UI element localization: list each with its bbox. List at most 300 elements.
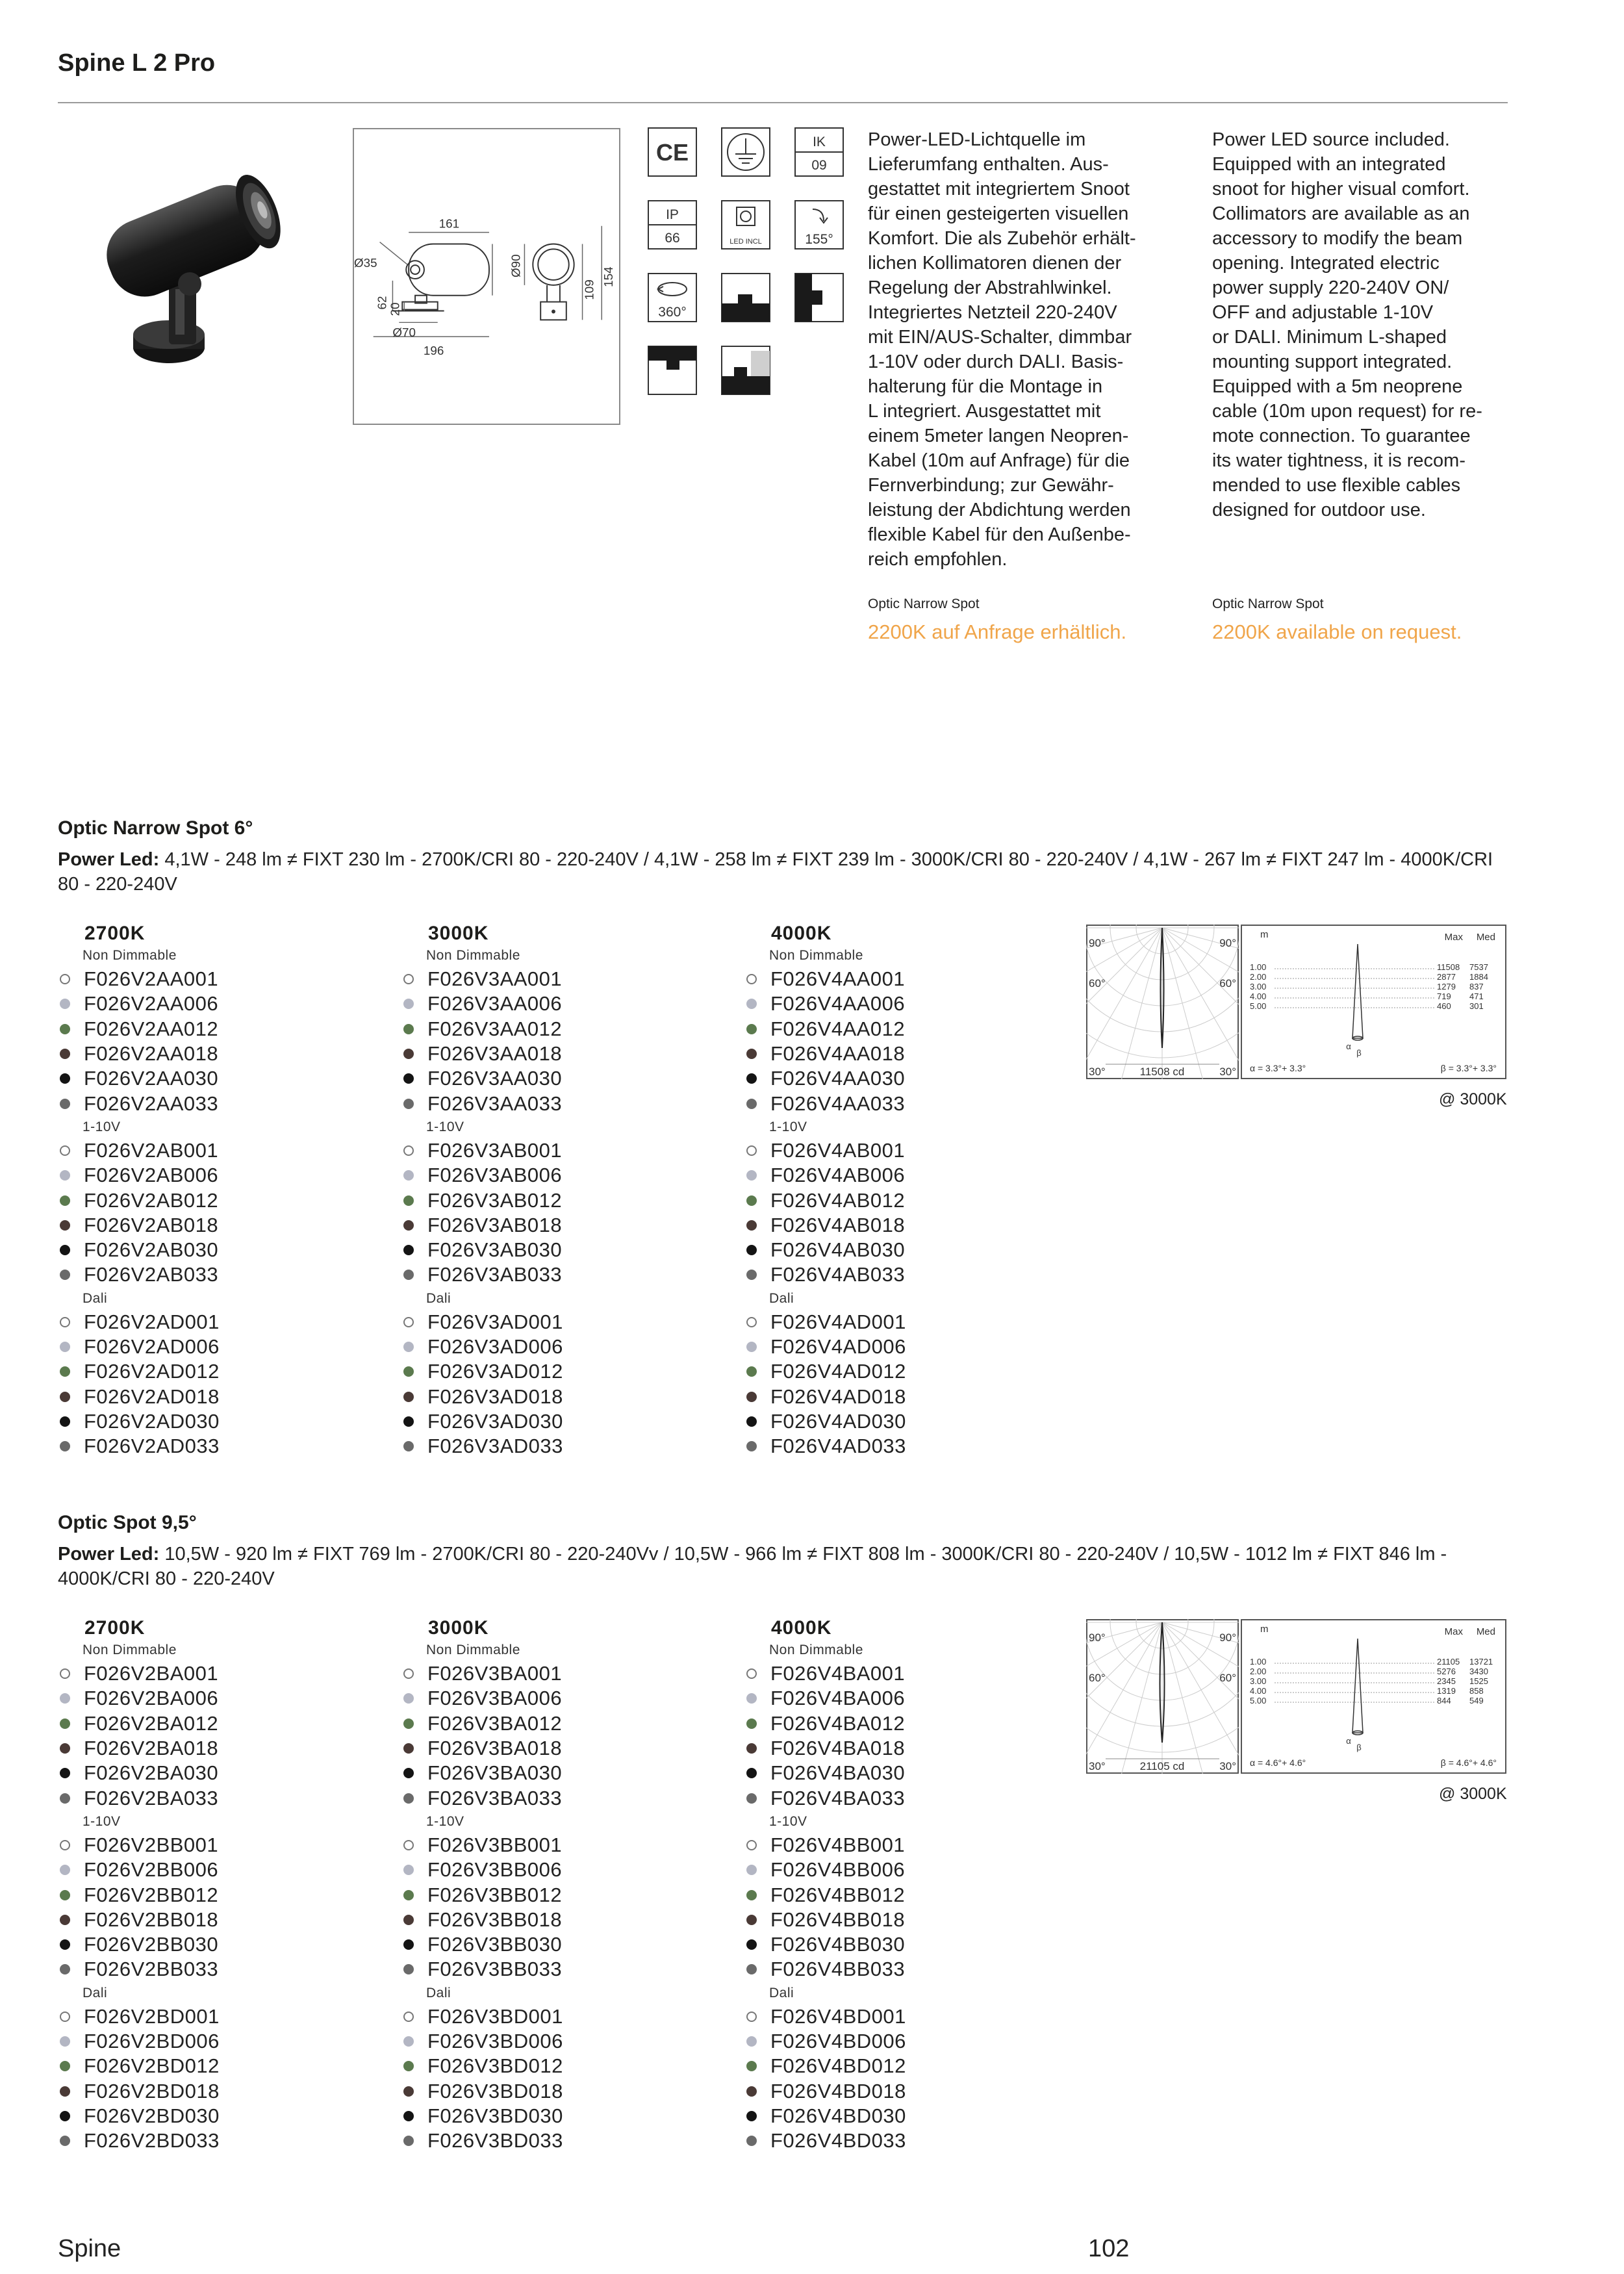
product-code: F026V4AA018 [770, 1042, 906, 1066]
finish-color-dot [403, 1049, 414, 1059]
product-code: F026V4AD030 [770, 1409, 906, 1433]
finish-color-dot [60, 1915, 70, 1925]
product-code-row [744, 1066, 1056, 1091]
dimming-group-label: Non Dimmable [82, 1642, 177, 1657]
product-code: F026V3BB030 [427, 1933, 563, 1956]
finish-color-dot [60, 1099, 70, 1109]
product-code: F026V2BD033 [84, 2129, 220, 2153]
finish-color-dot [60, 1718, 70, 1729]
max-lux-value: 719 [1437, 991, 1451, 1001]
distance-value: 3.00 [1250, 1676, 1267, 1686]
product-code-row [58, 967, 370, 991]
product-code: F026V2AD030 [84, 1409, 220, 1433]
finish-color-dot [60, 1073, 70, 1084]
finish-color-dot [403, 1073, 414, 1084]
table-header-m: m [1260, 929, 1269, 940]
power-led-text: 10,5W - 920 lm ≠ FIXT 769 lm - 2700K/CRI 80 - 220-240Vv / 10,5W - 966 lm ≠ FIXT 808 lm - 3000K/CRI 80 - 220-240V / 10,5W - 1012 lm ≠ FIXT 846 lm - 4000K/CRI 80 - 220-240V [58, 1544, 1447, 1589]
color-temp-heading: 4000K [771, 1617, 832, 1639]
product-code-row [401, 2128, 713, 2153]
finish-color-dot [403, 1245, 414, 1255]
product-code-row [401, 2054, 713, 2078]
finish-color-dot [60, 1145, 70, 1156]
product-code-row [744, 1761, 1056, 1785]
product-code-row [58, 1238, 370, 1262]
finish-color-dot [746, 2111, 757, 2121]
finish-color-dot [403, 1743, 414, 1754]
product-code-row [58, 2104, 370, 2128]
power-led-text: 4,1W - 248 lm ≠ FIXT 230 lm - 2700K/CRI 80 - 220-240V / 4,1W - 258 lm ≠ FIXT 239 lm - 3000K/CRI 80 - 220-240V / 4,1W - 267 lm ≠ FIXT 247 lm - 4000K/CRI 80 - 220-240V [58, 849, 1493, 895]
product-code-row [401, 1434, 713, 1459]
distance-value: 4.00 [1250, 991, 1267, 1001]
product-code: F026V2BA018 [84, 1737, 219, 1760]
dimming-group-label: 1-10V [426, 1813, 464, 1829]
product-code-row [58, 1932, 370, 1957]
finish-color-dot [746, 1668, 757, 1679]
table-header-med: Med [1476, 1626, 1495, 1637]
certification-icons [647, 127, 848, 400]
finish-color-dot [746, 1964, 757, 1974]
product-code-row [58, 1858, 370, 1882]
page-number: 102 [1088, 2235, 1130, 2262]
product-code-row [744, 2104, 1056, 2128]
med-lux-value: 1525 [1469, 1676, 1488, 1686]
product-code-row [401, 1858, 713, 1882]
product-code: F026V4AB030 [770, 1238, 906, 1262]
product-code-row [401, 1213, 713, 1238]
product-code-row [401, 1262, 713, 1287]
product-code: F026V2AB006 [84, 1164, 219, 1187]
product-code: F026V4BB001 [770, 1833, 906, 1856]
product-code: F026V4AB033 [770, 1263, 906, 1286]
tilt-value: 155° [805, 232, 833, 247]
footer-series: Spine [58, 2235, 121, 2262]
finish-color-dot [746, 1220, 757, 1231]
product-code-row [744, 1661, 1056, 1686]
product-code: F026V4AD012 [770, 1360, 906, 1383]
max-lux-value: 460 [1437, 1001, 1451, 1011]
product-code: F026V4AB001 [770, 1138, 906, 1162]
finish-color-dot [60, 2136, 70, 2146]
product-code-row [58, 1661, 370, 1686]
finish-color-dot [746, 1840, 757, 1850]
dim-h109: 109 [582, 279, 596, 300]
product-code: F026V3AD012 [427, 1360, 563, 1383]
product-code: F026V2AD033 [84, 1435, 220, 1458]
product-code-row [58, 1409, 370, 1434]
product-code-row [401, 1882, 713, 1907]
product-code: F026V2BB030 [84, 1933, 219, 1956]
product-code: F026V3BA001 [427, 1662, 563, 1685]
product-code: F026V4BD030 [770, 2104, 906, 2127]
product-code-row [401, 1310, 713, 1335]
dimming-group-label: 1-10V [769, 1813, 807, 1829]
alpha-angle: α = 3.3°+ 3.3° [1250, 1063, 1306, 1073]
dimming-group-label: 1-10V [82, 1813, 121, 1829]
finish-color-dot [403, 1099, 414, 1109]
product-code-row [58, 1359, 370, 1384]
product-code-row [744, 1711, 1056, 1736]
finish-color-dot [403, 1024, 414, 1034]
product-code: F026V3BD033 [427, 2129, 563, 2153]
product-code: F026V3BA012 [427, 1711, 563, 1735]
product-code-row [744, 1335, 1056, 1359]
angle-label: 90° [1219, 1631, 1236, 1644]
product-code-row [744, 1686, 1056, 1711]
product-code: F026V3BA030 [427, 1761, 563, 1785]
finish-color-dot [746, 1441, 757, 1451]
note-2200k-de: 2200K auf Anfrage erhältlich. [868, 620, 1127, 643]
peak-candela: 21105 cd [1139, 1760, 1185, 1772]
product-code-row [401, 1138, 713, 1163]
finish-color-dot [60, 1890, 70, 1900]
finish-color-dot [746, 1073, 757, 1084]
product-code-row [401, 967, 713, 991]
product-code: F026V4AA006 [770, 992, 906, 1016]
finish-color-dot [746, 2036, 757, 2047]
finish-color-dot [60, 1270, 70, 1280]
distance-value: 2.00 [1250, 1667, 1267, 1676]
note-2200k-en: 2200K available on request. [1212, 620, 1462, 643]
finish-color-dot [403, 1668, 414, 1679]
finish-color-dot [746, 1270, 757, 1280]
distance-value: 1.00 [1250, 1657, 1267, 1667]
finish-color-dot [60, 1195, 70, 1206]
product-code: F026V3BD001 [427, 2004, 563, 2028]
dimming-group-label: 1-10V [769, 1119, 807, 1134]
angle-label: 60° [1089, 1672, 1106, 1684]
product-code: F026V2AA001 [84, 967, 219, 991]
product-code: F026V2BA012 [84, 1711, 219, 1735]
product-code: F026V2BB001 [84, 1833, 219, 1856]
product-code-row [58, 1041, 370, 1066]
product-code: F026V4BA006 [770, 1687, 906, 1710]
product-code-row [401, 1409, 713, 1434]
alpha-angle: α = 4.6°+ 4.6° [1250, 1757, 1306, 1768]
finish-color-dot [60, 1743, 70, 1754]
color-temp-heading: 4000K [771, 923, 832, 944]
product-code: F026V3BB006 [427, 1858, 563, 1882]
dimming-group-label: Dali [769, 1290, 794, 1306]
product-code: F026V3BB012 [427, 1883, 563, 1906]
product-code: F026V4BD033 [770, 2129, 906, 2153]
finish-color-dot [403, 1964, 414, 1974]
product-code-row [401, 1833, 713, 1858]
product-code-row [401, 1359, 713, 1384]
product-code-row [401, 991, 713, 1016]
finish-color-dot [746, 1145, 757, 1156]
product-code: F026V4BB033 [770, 1958, 906, 1981]
product-code: F026V2BA006 [84, 1687, 219, 1710]
product-code: F026V3AA001 [427, 967, 563, 991]
product-code-row [58, 1957, 370, 1982]
product-code-row [58, 1188, 370, 1212]
finish-color-dot [403, 2111, 414, 2121]
finish-color-dot [60, 1668, 70, 1679]
product-code-row [58, 1761, 370, 1785]
angle-label: 30° [1219, 1760, 1236, 1772]
optic-label-en: Optic Narrow Spot [1212, 596, 1324, 611]
product-code: F026V4BA012 [770, 1711, 906, 1735]
product-code: F026V3BD030 [427, 2104, 563, 2127]
table-header-max: Max [1444, 932, 1463, 943]
product-code-row [744, 1163, 1056, 1188]
max-lux-value: 844 [1437, 1696, 1451, 1706]
dim-d90: Ø90 [509, 254, 523, 277]
product-code: F026V4AB012 [770, 1188, 906, 1212]
finish-color-dot [403, 2036, 414, 2047]
product-code-row [744, 1238, 1056, 1262]
beta-angle: β = 4.6°+ 4.6° [1440, 1757, 1497, 1768]
color-temp-heading: 3000K [428, 1617, 489, 1639]
title-divider [58, 102, 1508, 103]
beta-symbol: β [1356, 1048, 1362, 1058]
product-code: F026V3AA018 [427, 1042, 563, 1066]
max-lux-value: 1319 [1437, 1686, 1456, 1696]
color-temp-heading: 2700K [84, 923, 146, 944]
finish-color-dot [60, 1793, 70, 1804]
product-code: F026V2BA030 [84, 1761, 219, 1785]
max-lux-value: 21105 [1437, 1657, 1460, 1667]
finish-color-dot [403, 999, 414, 1009]
dimming-group-label: Dali [769, 1985, 794, 2000]
product-code-row [58, 2078, 370, 2103]
product-code-row [58, 1384, 370, 1409]
code-column-2700k [58, 923, 370, 1459]
max-lux-value: 11508 [1437, 962, 1460, 972]
dim-d70: Ø70 [392, 326, 416, 340]
product-code: F026V2AD012 [84, 1360, 220, 1383]
product-code: F026V2BA033 [84, 1786, 219, 1809]
product-code-row [58, 2004, 370, 2029]
product-code-row [401, 1041, 713, 1066]
product-code: F026V2BB012 [84, 1883, 219, 1906]
dimming-group-label: Dali [82, 1290, 108, 1306]
product-code: F026V3AD001 [427, 1310, 563, 1333]
finish-color-dot [746, 1049, 757, 1059]
alpha-symbol: α [1346, 1041, 1351, 1051]
product-code: F026V3AA006 [427, 992, 563, 1016]
product-code: F026V2BB033 [84, 1958, 219, 1981]
finish-color-dot [403, 1840, 414, 1850]
finish-color-dot [746, 1939, 757, 1950]
finish-color-dot [746, 2136, 757, 2146]
finish-color-dot [60, 1049, 70, 1059]
finish-color-dot [746, 1024, 757, 1034]
power-led-spec [58, 1542, 1513, 1591]
product-code: F026V2AB033 [84, 1263, 219, 1286]
description-german: Power-LED-Lichtquelle im Lieferumfang enthalten. Aus- gestattet mit integriertem Snoot für einen gesteigerten visuellen Komfort. Die als Zubehör erhält- lichen Kollimatoren dienen der Regelung der Abstrahlwinkel. Integriertes Netzteil 220-240V mit EIN/AUS-Schalter, dimmbar 1-10V oder durch DALI. Basis- halterung für die Montage in L integriert. Ausgestattet mit einem 5meter langen Neopren- Kabel (10m auf Anfrage) für die Fernverbindung; zur Gewähr- leistung der Abdichtung werden flexible Kabel für den Außenbe- reich empfohlen. [868, 129, 1136, 570]
product-code-row [744, 991, 1056, 1016]
med-lux-value: 13721 [1469, 1657, 1493, 1667]
finish-color-dot [403, 2012, 414, 2022]
finish-color-dot [746, 1865, 757, 1875]
product-code: F026V4AD033 [770, 1435, 906, 1458]
product-code-row [744, 1213, 1056, 1238]
angle-label: 90° [1089, 1631, 1106, 1644]
product-code: F026V2AB030 [84, 1238, 219, 1262]
finish-color-dot [746, 1915, 757, 1925]
med-lux-value: 3430 [1469, 1667, 1488, 1676]
product-code-row [58, 1434, 370, 1459]
description-english: Power LED source included. Equipped with an integrated snoot for higher visual comfort. Collimators are available as an accessory to modify the beam opening. Integrated electric power supply 220-240V ON/ OFF and adjustable 1-10V or DALI. Minimum L-shaped mounting support integrated. Equipped with a 5m neoprene cable (10m upon request) for re- mote connection. To guarantee its water tightness, it is recom- mended to use flexible cables designed for outdoor use. [1212, 129, 1482, 520]
beta-symbol: β [1356, 1743, 1362, 1752]
product-code-row [744, 2029, 1056, 2054]
angle-label: 30° [1089, 1760, 1106, 1772]
product-code-row [401, 1661, 713, 1686]
product-code: F026V4BB012 [770, 1883, 906, 1906]
polar-light-distribution [1086, 925, 1239, 1079]
product-code: F026V4BB018 [770, 1908, 906, 1931]
product-code: F026V3BD012 [427, 2054, 563, 2078]
med-lux-value: 301 [1469, 1001, 1484, 1011]
product-code-row [401, 1711, 713, 1736]
finish-color-dot [746, 1195, 757, 1206]
product-code: F026V3AD030 [427, 1409, 563, 1433]
finish-color-dot [403, 1342, 414, 1352]
finish-color-dot [403, 2086, 414, 2097]
reference-temperature: @ 3000K [1439, 1090, 1507, 1108]
product-code-row [58, 1138, 370, 1163]
distance-value: 5.00 [1250, 1696, 1267, 1706]
product-code: F026V4BB030 [770, 1933, 906, 1956]
product-code: F026V3BA033 [427, 1786, 563, 1809]
dimming-group-label: 1-10V [82, 1119, 121, 1134]
distance-value: 1.00 [1250, 962, 1267, 972]
finish-color-dot [403, 1793, 414, 1804]
product-code-row [744, 1882, 1056, 1907]
angle-label: 30° [1089, 1066, 1106, 1078]
ik-label: IK [813, 134, 826, 149]
product-code: F026V2BD030 [84, 2104, 220, 2127]
product-code-row [58, 2054, 370, 2078]
product-code: F026V3BD006 [427, 2030, 563, 2052]
table-header-med: Med [1476, 932, 1495, 943]
product-code-row [401, 2004, 713, 2029]
product-code-row [744, 1091, 1056, 1116]
finish-color-dot [746, 974, 757, 984]
product-code: F026V2AA033 [84, 1092, 219, 1115]
med-lux-value: 1884 [1469, 972, 1488, 982]
max-lux-value: 1279 [1437, 982, 1456, 991]
product-code-row [401, 1066, 713, 1091]
product-code: F026V3AA030 [427, 1067, 563, 1090]
dimming-group-label: Non Dimmable [82, 948, 177, 963]
ik-value: 09 [811, 158, 827, 173]
product-code-row [744, 1908, 1056, 1932]
product-code: F026V4AA030 [770, 1067, 906, 1090]
product-code-row [58, 991, 370, 1016]
product-code: F026V2AA030 [84, 1067, 219, 1090]
product-code-row [58, 1686, 370, 1711]
product-code: F026V2AA012 [84, 1017, 219, 1040]
max-lux-value: 2877 [1437, 972, 1456, 982]
product-code-row [58, 1163, 370, 1188]
ip-value: 66 [665, 231, 680, 246]
dimming-group-label: Non Dimmable [769, 1642, 863, 1657]
product-code-row [401, 2104, 713, 2128]
finish-color-dot [746, 2061, 757, 2071]
product-code-row [58, 1736, 370, 1761]
dimension-drawing [353, 128, 620, 425]
finish-color-dot [60, 1366, 70, 1377]
product-code: F026V3BB018 [427, 1908, 563, 1931]
finish-color-dot [746, 2012, 757, 2022]
product-code: F026V3AD006 [427, 1335, 563, 1358]
finish-color-dot [746, 1392, 757, 1402]
product-code-row [401, 1736, 713, 1761]
finish-color-dot [60, 1441, 70, 1451]
max-lux-value: 5276 [1437, 1667, 1456, 1676]
product-code-row [401, 1785, 713, 1810]
product-code: F026V3AD033 [427, 1435, 563, 1458]
code-column-4000k [744, 923, 1056, 1459]
power-led-spec [58, 847, 1513, 897]
product-code-row [401, 1932, 713, 1957]
product-code-row [401, 1384, 713, 1409]
product-code: F026V3AB006 [427, 1164, 563, 1187]
dimming-group-label: Non Dimmable [426, 948, 520, 963]
finish-color-dot [403, 1270, 414, 1280]
finish-color-dot [746, 1890, 757, 1900]
product-code: F026V3BA006 [427, 1687, 563, 1710]
angle-label: 60° [1219, 1672, 1236, 1684]
product-code: F026V2AA018 [84, 1042, 219, 1066]
product-code-row [744, 1262, 1056, 1287]
product-code: F026V2BB018 [84, 1908, 219, 1931]
code-column-4000k [744, 1617, 1056, 2153]
finish-color-dot [403, 1317, 414, 1327]
finish-color-dot [60, 2036, 70, 2047]
ce-label: CE [655, 139, 689, 166]
finish-color-dot [403, 2136, 414, 2146]
product-code: F026V3AB033 [427, 1263, 563, 1286]
product-code-row [744, 1384, 1056, 1409]
angle-label: 60° [1089, 977, 1106, 990]
product-code: F026V4AB006 [770, 1164, 906, 1187]
angle-label: 60° [1219, 977, 1236, 990]
product-code-row [744, 1736, 1056, 1761]
finish-color-dot [60, 974, 70, 984]
finish-color-dot [403, 1939, 414, 1950]
product-code-row [58, 1213, 370, 1238]
product-code: F026V2BD018 [84, 2079, 220, 2102]
product-code: F026V4BA001 [770, 1662, 906, 1685]
finish-color-dot [60, 2086, 70, 2097]
product-code: F026V4BA033 [770, 1786, 906, 1809]
product-code-row [401, 1017, 713, 1041]
dim-h154: 154 [602, 266, 616, 287]
product-code-row [744, 1310, 1056, 1335]
reference-temperature: @ 3000K [1439, 1785, 1507, 1803]
product-code: F026V4AA001 [770, 967, 906, 991]
product-code: F026V4BB006 [770, 1858, 906, 1882]
product-code: F026V3BB001 [427, 1833, 563, 1856]
product-code-row [401, 1908, 713, 1932]
dim-width-161: 161 [438, 216, 460, 231]
product-code: F026V3BD018 [427, 2079, 563, 2102]
product-code: F026V4AB018 [770, 1213, 906, 1236]
product-code: F026V3BA018 [427, 1737, 563, 1760]
finish-color-dot [60, 1342, 70, 1352]
product-code-row [401, 1091, 713, 1116]
product-code-row [744, 2128, 1056, 2153]
finish-color-dot [60, 1024, 70, 1034]
med-lux-value: 549 [1469, 1696, 1484, 1706]
finish-color-dot [60, 1416, 70, 1427]
finish-color-dot [60, 1245, 70, 1255]
dimming-group-label: 1-10V [426, 1119, 464, 1134]
product-code-row [744, 1138, 1056, 1163]
